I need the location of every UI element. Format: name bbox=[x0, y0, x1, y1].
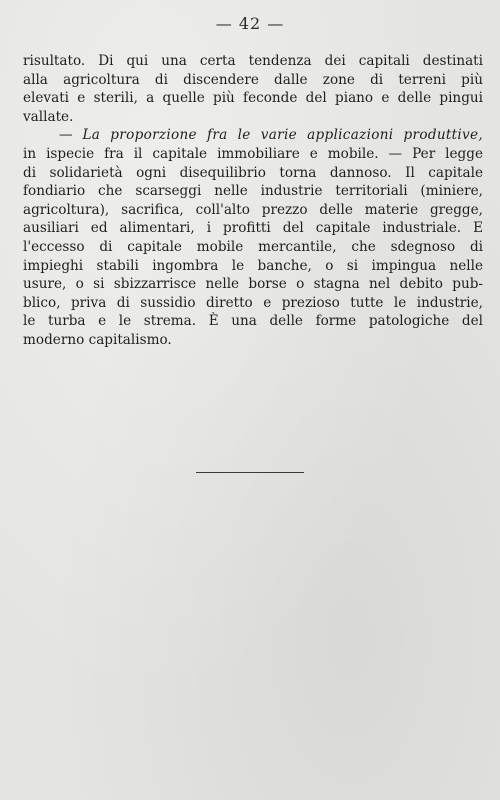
text-line: di solidarietà ogni disequilibrio torna dannoso. Il capitale bbox=[23, 164, 483, 181]
text-line: elevati e sterili, a quelle più feconde del piano e delle pingui bbox=[23, 90, 483, 107]
text-line: agricoltura), sacrifica, coll'alto prezzo delle materie gregge, bbox=[23, 201, 483, 218]
text-line: impieghi stabili ingombra le banche, o si impingua nelle bbox=[23, 257, 483, 274]
text-line: ausiliari ed alimentari, i profitti del capitale industriale. E bbox=[23, 220, 483, 237]
text-line: risultato. Di qui una certa tendenza dei capitali destinati bbox=[23, 53, 483, 69]
text-line: in ispecie fra il capitale immobiliare e mobile. — Per legge bbox=[23, 145, 483, 162]
body-text bbox=[23, 52, 483, 350]
section-divider-rule bbox=[196, 472, 304, 473]
page-number: — 42 — bbox=[215, 14, 285, 33]
text-line: alla agricoltura di discendere dalle zone di terreni più bbox=[23, 71, 483, 88]
dash-lead: — bbox=[59, 127, 83, 144]
section-heading-line bbox=[23, 126, 483, 145]
paragraph-1 bbox=[23, 52, 483, 126]
paragraph-2 bbox=[23, 126, 483, 349]
text-line: vallate. bbox=[23, 108, 74, 125]
text-line: usure, o si sbizzarrisce nelle borse o stagna nel debito pub- bbox=[23, 276, 483, 293]
text-line: blico, priva di sussidio diretto e prezioso tutte le industrie, bbox=[23, 294, 483, 311]
text-line: l'eccesso di capitale mobile mercantile, che sdegnoso di bbox=[23, 238, 483, 255]
italic-heading: La proporzione fra le varie applicazioni produttive, bbox=[82, 127, 483, 144]
text-line: le turba e le strema. È una delle forme patologiche del bbox=[23, 313, 483, 330]
text-line: moderno capitalismo. bbox=[23, 331, 172, 348]
text-line: fondiario che scarseggi nelle industrie territoriali (miniere, bbox=[23, 183, 483, 200]
